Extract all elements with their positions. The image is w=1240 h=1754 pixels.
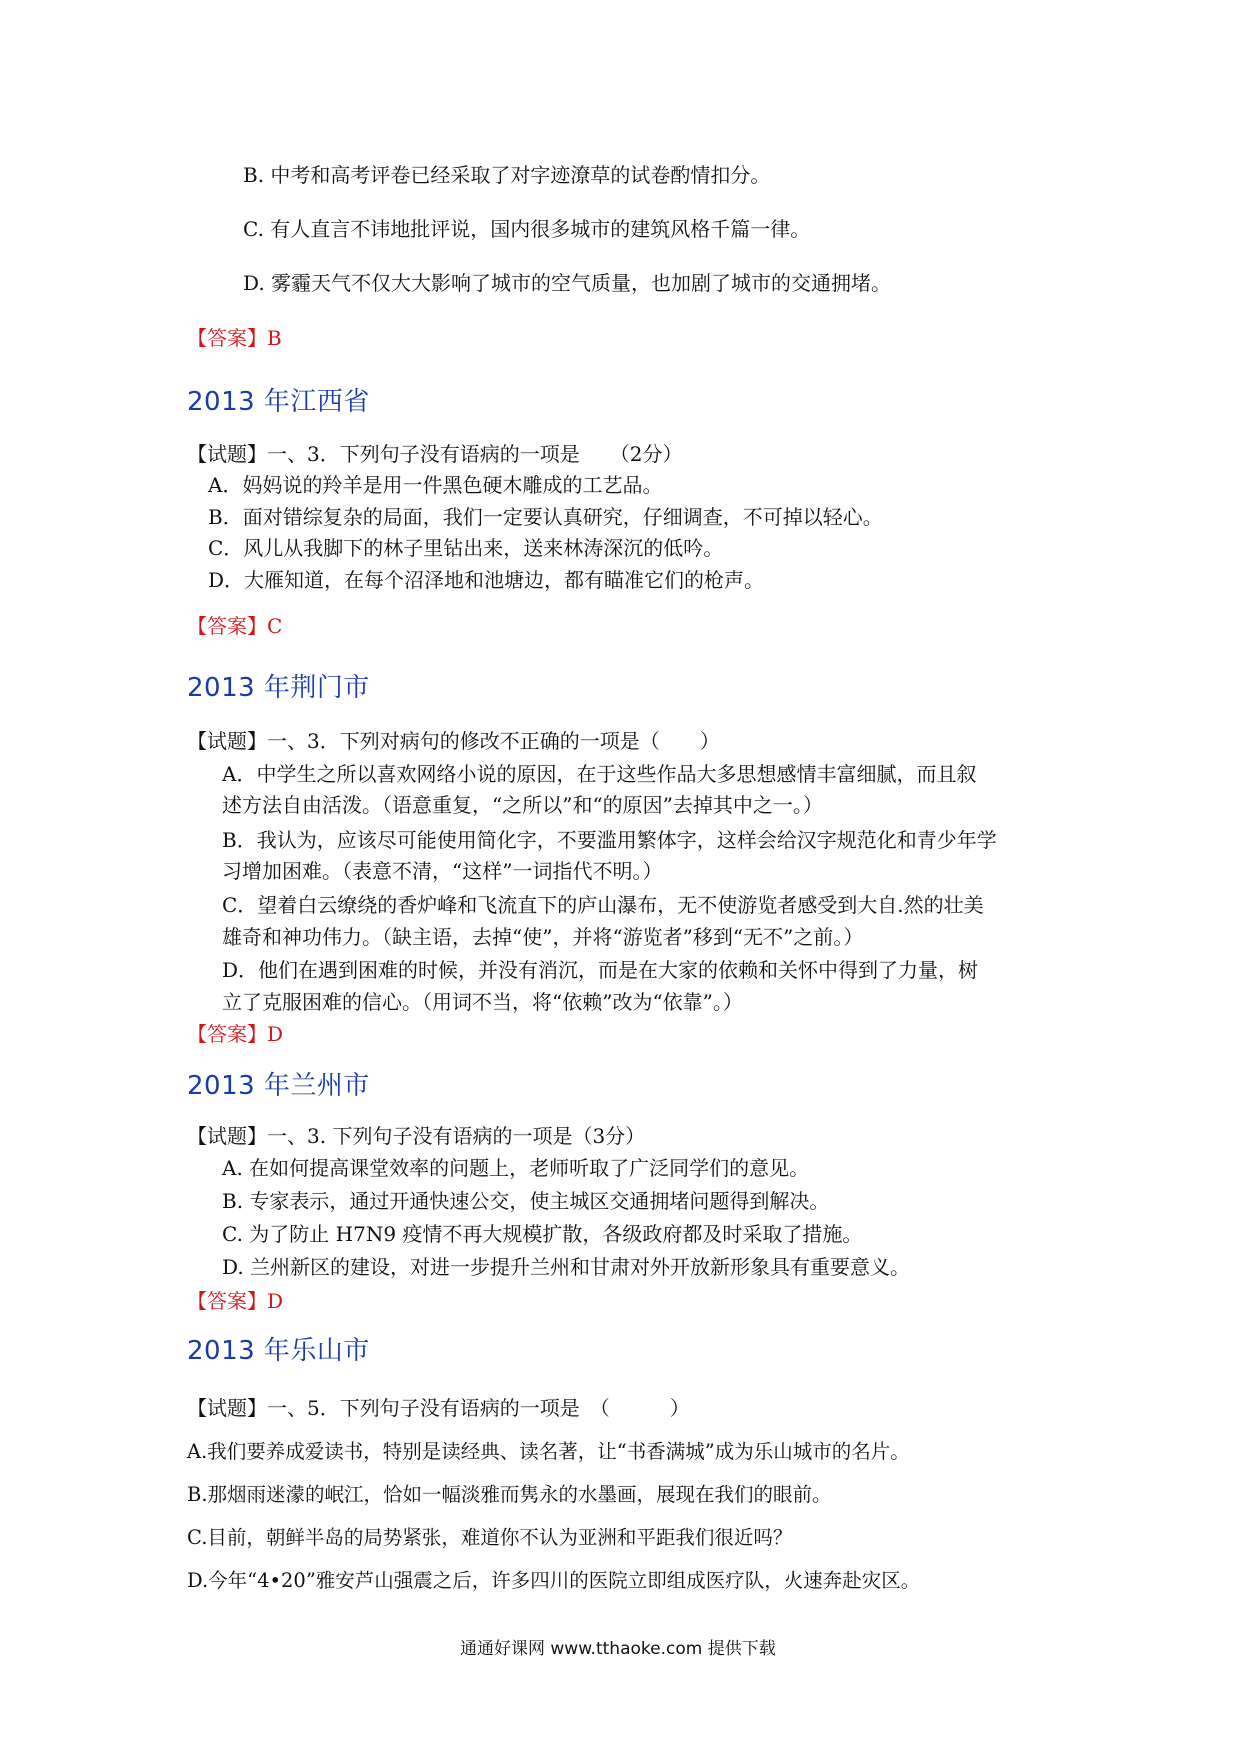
option-line: 雄奇和神功伟力。（缺主语，去掉“使”，并将“游览者”移到“无不”之前。）	[222, 925, 864, 949]
question-label: 【试题】	[187, 729, 267, 753]
answer-label: 【答案】	[187, 326, 267, 350]
answer-value: C	[267, 614, 283, 638]
section-heading: 2013 年江西省	[187, 387, 370, 417]
section-heading: 2013 年荆门市	[187, 673, 370, 703]
answer-line	[187, 323, 282, 353]
answer-label: 【答案】	[187, 1022, 267, 1046]
question-label: 【试题】	[187, 1124, 267, 1148]
option-line: 立了克服困难的信心。（用词不当，将“依赖”改为“依靠”。）	[222, 990, 743, 1014]
option-line: A. 在如何提高课堂效率的问题上，老师听取了广泛同学们的意见。	[222, 1156, 810, 1180]
option-line: D．大雁知道，在每个沼泽地和池塘边，都有瞄准它们的枪声。	[208, 568, 765, 592]
question-line	[187, 1121, 645, 1151]
option-line: B.那烟雨迷濛的岷江，恰如一幅淡雅而隽永的水墨画，展现在我们的眼前。	[187, 1483, 832, 1506]
answer-value: D	[267, 1022, 284, 1046]
option-line: A.我们要养成爱读书，特别是读经典、读名著，让“书香满城”成为乐山城市的名片。	[187, 1440, 910, 1463]
answer-label: 【答案】	[187, 614, 267, 638]
question-label: 【试题】	[187, 442, 267, 466]
option-line: A．妈妈说的羚羊是用一件黑色硬木雕成的工艺品。	[208, 473, 663, 497]
option-line: B．面对错综复杂的局面，我们一定要认真研究，仔细调查，不可掉以轻心。	[208, 505, 883, 529]
option-line: B．我认为，应该尽可能使用简化字，不要滥用繁体字，这样会给汉字规范化和青少年学	[222, 828, 997, 852]
question-text: 一、3. 下列句子没有语病的一项是（3分）	[267, 1124, 646, 1148]
option-line: D.今年“4•20”雅安芦山强震之后，许多四川的医院立即组成医疗队，火速奔赴灾区。	[187, 1569, 921, 1592]
page-footer: 通通好课网 www.tthaoke.com 提供下载	[460, 1639, 776, 1659]
answer-value: D	[267, 1289, 284, 1313]
option-line: B. 专家表示，通过开通快速公交，使主城区交通拥堵问题得到解决。	[222, 1189, 830, 1213]
answer-label: 【答案】	[187, 1289, 267, 1313]
answer-line	[187, 611, 282, 641]
option-line: 述方法自由活泼。（语意重复，“之所以”和“的原因”去掉其中之一。）	[222, 793, 823, 817]
option-line: 习增加困难。（表意不清，“这样”一词指代不明。）	[222, 859, 663, 883]
answer-line	[187, 1019, 283, 1049]
option-line: B. 中考和高考评卷已经采取了对字迹潦草的试卷酌情扣分。	[243, 163, 771, 187]
option-line: C．风儿从我脚下的林子里钻出来，送来林涛深沉的低吟。	[208, 536, 724, 560]
section-heading: 2013 年兰州市	[187, 1071, 370, 1101]
question-line	[187, 1393, 690, 1423]
option-line: C. 为了防止 H7N9 疫情不再大规模扩散，各级政府都及时采取了措施。	[222, 1222, 863, 1246]
question-line	[187, 726, 720, 756]
section-heading: 2013 年乐山市	[187, 1336, 370, 1366]
option-line: D. 雾霾天气不仅大大影响了城市的空气质量，也加剧了城市的交通拥堵。	[243, 271, 892, 295]
option-line: A．中学生之所以喜欢网络小说的原因，在于这些作品大多思想感情丰富细腻，而且叙	[222, 762, 977, 786]
question-text: 一、3．下列句子没有语病的一项是 （2分）	[267, 442, 683, 466]
answer-value: B	[267, 326, 282, 350]
answer-line	[187, 1286, 283, 1316]
option-line: C.目前，朝鲜半岛的局势紧张，难道你不认为亚洲和平距我们很近吗？	[187, 1526, 793, 1549]
option-line: C. 有人直言不讳地批评说，国内很多城市的建筑风格千篇一律。	[243, 217, 811, 241]
question-label: 【试题】	[187, 1396, 267, 1420]
question-text: 一、5．下列句子没有语病的一项是 （ ）	[267, 1396, 690, 1420]
option-line: D. 兰州新区的建设，对进一步提升兰州和甘肃对外开放新形象具有重要意义。	[222, 1255, 911, 1279]
question-line	[187, 439, 682, 469]
option-line: C．望着白云缭绕的香炉峰和飞流直下的庐山瀑布，无不使游览者感受到大自.然的壮美	[222, 893, 984, 917]
question-text: 一、3．下列对病句的修改不正确的一项是（ ）	[267, 729, 720, 753]
option-line: D．他们在遇到困难的时候，并没有消沉，而是在大家的依赖和关怀中得到了力量，树	[222, 958, 979, 982]
